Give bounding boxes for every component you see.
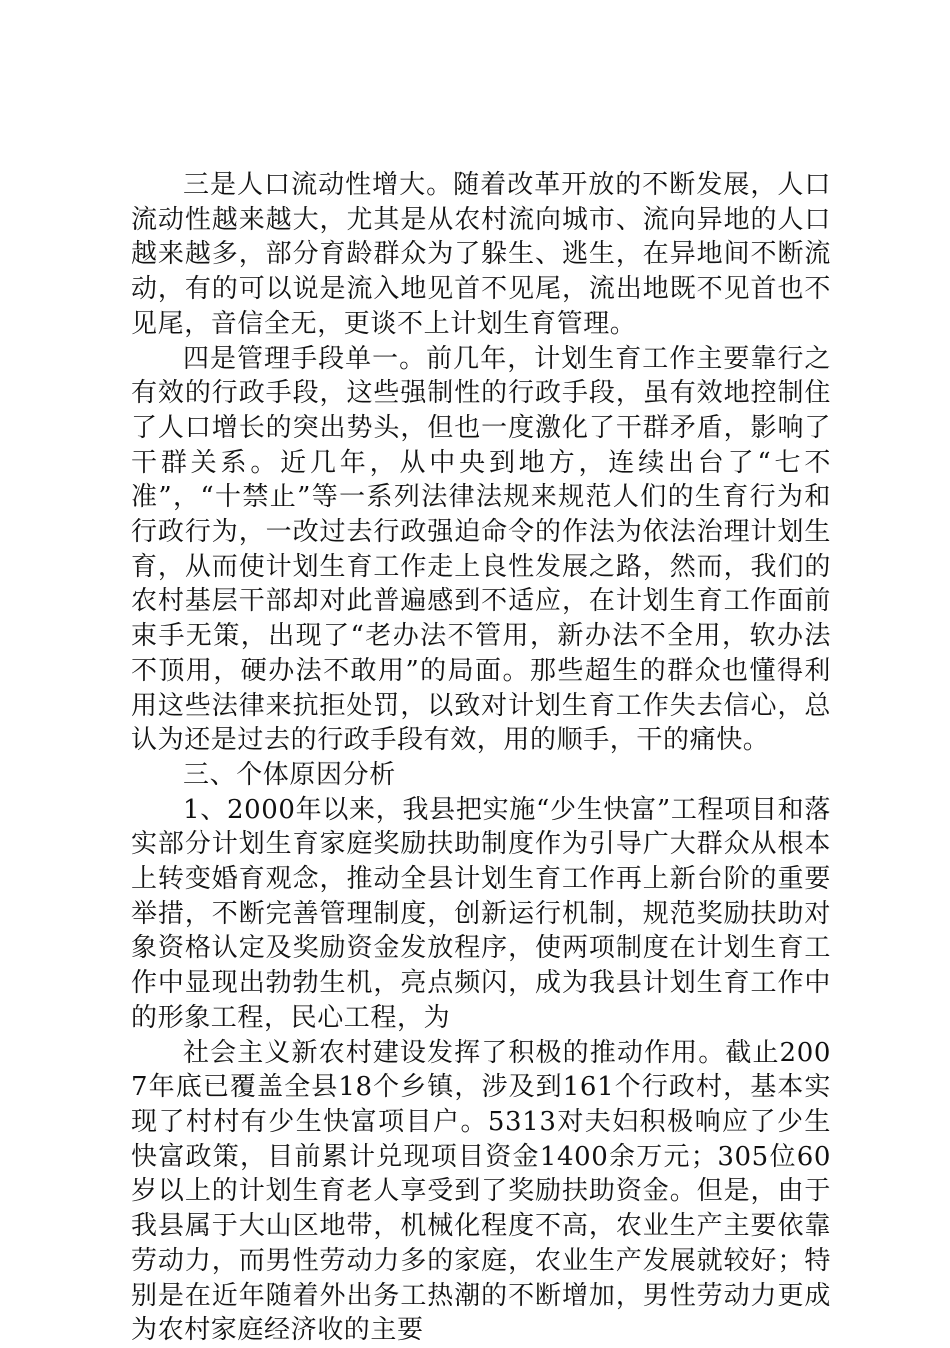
- paragraph-population-mobility: 三是人口流动性增大。随着改革开放的不断发展，人口流动性越来越大，尤其是从农村流向城市、流向异地的人口越来越多，部分育龄群众为了躲生、逃生，在异地间不断流动，有的可以说是流入地见首不见尾，流出地既不见首也不见尾，音信全无，更谈不上计划生育管理。: [131, 170, 831, 339]
- paragraph-reward-program: 1、2000年以来，我县把实施“少生快富”工程项目和落实部分计划生育家庭奖励扶助制度作为引导广大群众从根本上转变婚育观念，推动全县计划生育工作再上新台阶的重要举措，不断完善管理制度，创新运行机制，规范奖励扶助对象资格认定及奖励资金发放程序，使两项制度在计划生育工作中显现出勃勃生机，亮点频闪，成为我县计划生育工作中的形象工程，民心工程，为: [131, 794, 831, 1033]
- section-heading-individual-causes: 三、个体原因分析: [183, 759, 396, 790]
- document-body: [131, 168, 831, 1348]
- paragraph-management-methods: 四是管理手段单一。前几年，计划生育工作主要靠行之有效的行政手段，这些强制性的行政手段，虽有效地控制住了人口增长的突出势头，但也一度激化了干群矛盾，影响了干群关系。近几年，从中央到地方，连续出台了“七不准”，“十禁止”等一系列法律法规来规范人们的生育行为和行政行为，一改过去行政强迫命令的作法为依法治理计划生育，从而使计划生育工作走上良性发展之路，然而，我们的农村基层干部却对此普遍感到不适应，在计划生育工作面前束手无策，出现了“老办法不管用，新办法不全用，软办法不顶用，硬办法不敢用”的局面。那些超生的群众也懂得利用这些法律来抗拒处罚，以致对计划生育工作失去信心，总认为还是过去的行政手段有效，用的顺手，干的痛快。: [131, 343, 831, 756]
- paragraph-new-countryside: 社会主义新农村建设发挥了积极的推动作用。截止2007年底已覆盖全县18个乡镇，涉及到161个行政村，基本实现了村村有少生快富项目户。5313对夫妇积极响应了少生快富政策，目前累计兑现项目资金1400余万元；305位60岁以上的计划生育老人享受到了奖励扶助资金。但是，由于我县属于大山区地带，机械化程度不高，农业生产主要依靠劳动力，而男性劳动力多的家庭，农业生产发展就较好；特别是在近年随着外出务工热潮的不断增加，男性劳动力更成为农村家庭经济收的主要: [131, 1037, 831, 1346]
